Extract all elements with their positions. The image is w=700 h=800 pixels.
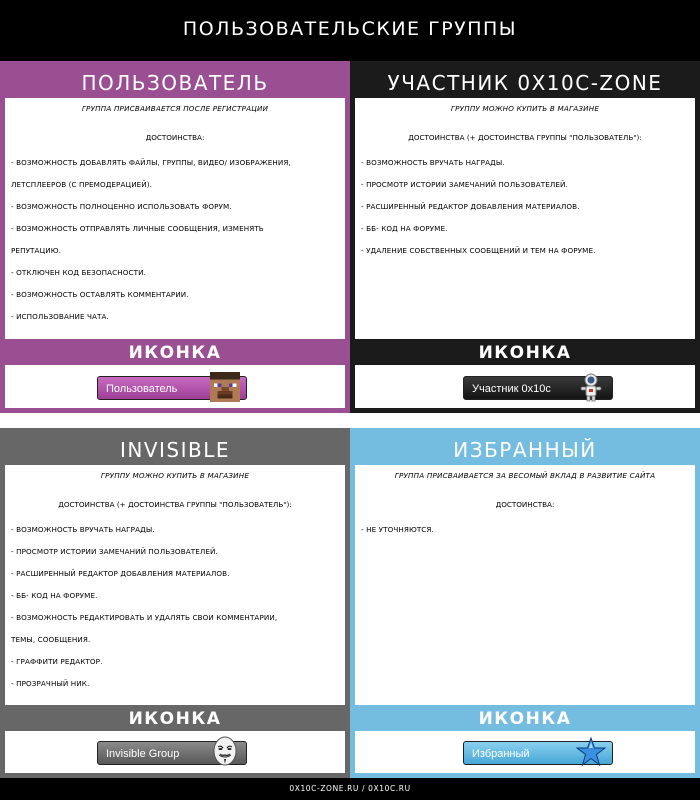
group-title: УЧАСТНИК 0X10C-ZONE [355, 66, 695, 98]
panel-separator [0, 413, 700, 428]
pixel-face-icon [210, 371, 240, 403]
group-subtitle: ГРУППУ МОЖНО КУПИТЬ В МАГАЗИНЕ [450, 104, 600, 113]
star-icon [576, 736, 606, 768]
list-item: - ВОЗМОЖНОСТЬ РЕДАКТИРОВАТЬ И УДАЛЯТЬ СВОИ КОММЕНТАРИИ, [11, 613, 278, 622]
advantages-heading: ДОСТОИНСТВА (+ ДОСТОИНСТВА ГРУППЫ "ПОЛЬЗОВАТЕЛЬ"): [58, 500, 292, 509]
group-subtitle: ГРУППА ПРИСВАИВАЕТСЯ ЗА ВЕСОМЫЙ ВКЛАД В РАЗВИТИЕ САЙТА [394, 471, 656, 480]
list-item: - ГРАФФИТИ РЕДАКТОР. [11, 657, 103, 666]
list-item: - ОТКЛЮЧЕН КОД БЕЗОПАСНОСТИ. [11, 268, 147, 277]
group-panel-user [0, 61, 350, 413]
list-item: - ВОЗМОЖНОСТЬ ВРУЧАТЬ НАГРАДЫ. [11, 525, 155, 534]
icon-heading: ИКОНКА [5, 339, 345, 365]
advantages-heading: ДОСТОИНСТВА: [145, 133, 205, 142]
group-subtitle: ГРУППУ МОЖНО КУПИТЬ В МАГАЗИНЕ [100, 471, 250, 480]
badge-area [5, 368, 345, 408]
list-item: - РАСШИРЕННЫЙ РЕДАКТОР ДОБАВЛЕНИЯ МАТЕРИАЛОВ. [11, 569, 230, 578]
list-item: - ПРОСМОТР ИСТОРИИ ЗАМЕЧАНИЙ ПОЛЬЗОВАТЕЛЕЙ. [11, 547, 218, 556]
list-item: - ВОЗМОЖНОСТЬ ПОЛНОЦЕННО ИСПОЛЬЗОВАТЬ ФОРУМ. [11, 202, 232, 211]
group-panel-favorite [350, 428, 700, 778]
list-item: - ВОЗМОЖНОСТЬ ДОБАВЛЯТЬ ФАЙЛЫ, ГРУППЫ, ВИДЕО/ ИЗОБРАЖЕНИЯ, [11, 158, 291, 167]
page-title: ПОЛЬЗОВАТЕЛЬСКИЕ ГРУППЫ [182, 18, 518, 40]
astronaut-icon [576, 371, 606, 403]
panel-inner [355, 66, 695, 408]
group-badge-favorite [463, 741, 613, 765]
advantages-list [11, 152, 339, 328]
group-body [355, 98, 695, 262]
badge-label: Избранный [472, 748, 530, 760]
advantages-list [361, 519, 689, 541]
panel-inner [5, 66, 345, 408]
list-item: - ИСПОЛЬЗОВАНИЕ ЧАТА. [11, 312, 109, 321]
group-badge-member [463, 376, 613, 400]
icon-heading: ИКОНКА [355, 339, 695, 365]
list-item: - ББ- КОД НА ФОРУМЕ. [361, 224, 448, 233]
list-item: - ПРОСМОТР ИСТОРИИ ЗАМЕЧАНИЙ ПОЛЬЗОВАТЕЛЕЙ. [361, 180, 568, 189]
list-item: - ВОЗМОЖНОСТЬ ОСТАВЛЯТЬ КОММЕНТАРИИ. [11, 290, 189, 299]
group-badge-invisible [97, 741, 247, 765]
panel-inner [355, 433, 695, 773]
badge-area [5, 733, 345, 773]
list-item: ЛЕТСПЛЕЕРОВ (С ПРЕМОДЕРАЦИЕЙ). [11, 180, 153, 189]
badge-label: Invisible Group [106, 748, 180, 760]
advantages-list [361, 152, 689, 262]
list-item: - УДАЛЕНИЕ СОБСТВЕННЫХ СООБЩЕНИЙ И ТЕМ НА ФОРУМЕ. [361, 246, 596, 255]
list-item: - ББ- КОД НА ФОРУМЕ. [11, 591, 98, 600]
badge-area [355, 733, 695, 773]
badge-label: Участник 0x10c [472, 383, 551, 395]
group-panel-invisible [0, 428, 350, 778]
list-item: - ВОЗМОЖНОСТЬ ВРУЧАТЬ НАГРАДЫ. [361, 158, 505, 167]
group-panel-member [350, 61, 700, 413]
list-item: - НЕ УТОЧНЯЮТСЯ. [361, 525, 434, 534]
advantages-heading: ДОСТОИНСТВА (+ ДОСТОИНСТВА ГРУППЫ "ПОЛЬЗОВАТЕЛЬ"): [408, 133, 642, 142]
list-item: - ПРОЗРАЧНЫЙ НИК. [11, 679, 90, 688]
list-item: РЕПУТАЦИЮ. [11, 246, 61, 255]
group-title: ПОЛЬЗОВАТЕЛЬ [5, 66, 345, 98]
badge-label: Пользователь [106, 383, 178, 395]
list-item: - ВОЗМОЖНОСТЬ ОТПРАВЛЯТЬ ЛИЧНЫЕ СООБЩЕНИЯ, ИЗМЕНЯТЬ [11, 224, 264, 233]
group-badge-user [97, 376, 247, 400]
mask-icon [210, 736, 240, 768]
list-item: - РАСШИРЕННЫЙ РЕДАКТОР ДОБАВЛЕНИЯ МАТЕРИАЛОВ. [361, 202, 580, 211]
badge-area [355, 368, 695, 408]
icon-heading: ИКОНКА [5, 705, 345, 731]
icon-heading: ИКОНКА [355, 705, 695, 731]
footer-credits: 0X10C-ZONE.RU / 0X10C.RU [289, 784, 411, 793]
group-body [5, 98, 345, 328]
group-title: INVISIBLE [5, 433, 345, 465]
panel-inner [5, 433, 345, 773]
advantages-heading: ДОСТОИНСТВА: [495, 500, 555, 509]
advantages-list [11, 519, 339, 695]
group-body [5, 465, 345, 695]
group-subtitle: ГРУППА ПРИСВАИВАЕТСЯ ПОСЛЕ РЕГИСТРАЦИИ [81, 104, 269, 113]
group-title: ИЗБРАННЫЙ [355, 433, 695, 465]
list-item: ТЕМЫ, СООБЩЕНИЯ. [11, 635, 91, 644]
group-body [355, 465, 695, 541]
